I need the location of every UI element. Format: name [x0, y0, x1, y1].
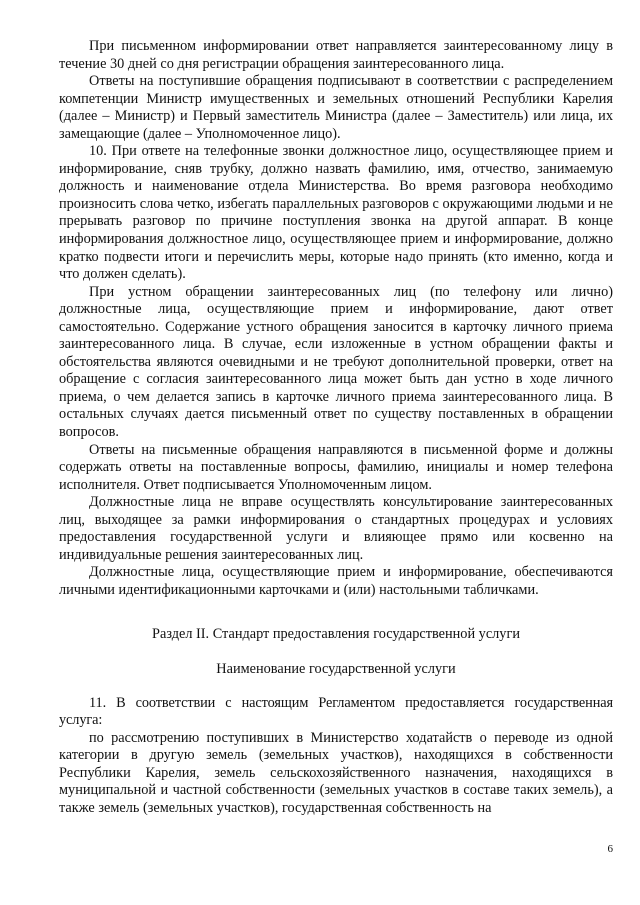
section-heading: Раздел II. Стандарт предоставления государственной услуги [152, 625, 520, 642]
paragraph-service-provided: 11. В соответствии с настоящим Регламентом предоставляется государственная услуга: [59, 694, 613, 729]
document-body [59, 38, 613, 817]
paragraph-id-cards: Должностные лица, осуществляющие прием и информирование, обеспечиваются личными идентификационными карточками и (или) настольными табличками. [59, 564, 613, 598]
paragraph-oral-requests: При устном обращении заинтересованных лиц (по телефону или лично) должностные лица, осуществляющие прием и информирование, дают ответ самостоятельно. Содержание устного обращения заносится в карточку личного приема заинтересованного лица. В случае, если изложенные в устном обращении факты и обстоятельства являются очевидными и не требуют дополнительной проверки, ответ на обращение с согласия заинтересованного лица может быть дан устно в ходе личного приема, о чем делается запись в карточке личного приема заинтересованного лица. В остальных случаях дается письменный ответ по существу поставленных в обращении вопросов. [59, 283, 613, 441]
paragraph-written-reply: При письменном информировании ответ направляется заинтересованному лицу в течение 30 дней со дня регистрации обращения заинтересованного лица. [59, 38, 613, 72]
subheading: Наименование государственной услуги [216, 661, 456, 678]
paragraph-service-scope: по рассмотрению поступивших в Министерство ходатайств о переводе из одной категории в другую земель (земельных участков), находящихся в собственности Республики Карелия, земель сельскохозяйственного назначения, находящихся в муниципальной и частной собственности (земельных участков в составе таких земель), а также земель (земельных участков), государственная собственность на [59, 729, 613, 816]
paragraph-phone-calls: 10. При ответе на телефонные звонки должностное лицо, осуществляющее прием и информирование, сняв трубку, должно назвать фамилию, имя, отчество, занимаемую должность и наименование отдела Министерства. Во время разговора необходимо произносить слова четко, избегать параллельных разговоров с окружающими людьми и не прерывать разговор по причине поступления звонка на другой аппарат. В конце информирования должностное лицо, осуществляющее прием и информирование, должно кратко подвести итоги и перечислить меры, которые надо принять (кто именно, когда и что должен сделать). [59, 143, 613, 283]
paragraph-consulting-limits: Должностные лица не вправе осуществлять консультирование заинтересованных лиц, выходящее за рамки информирования о стандартных процедурах и условиях предоставления государственной услуги и влияющее прямо или косвенно на индивидуальные решения заинтересованных лиц. [59, 494, 613, 563]
paragraph-written-answers: Ответы на письменные обращения направляются в письменной форме и должны содержать ответы на поставленные вопросы, фамилию, инициалы и номер телефона исполнителя. Ответ подписывается Уполномоченным лицом. [59, 441, 613, 493]
paragraph-signing-authority: Ответы на поступившие обращения подписывают в соответствии с распределением компетенции Министр имущественных и земельных отношений Республики Карелия (далее – Министр) и Первый заместитель Министра (далее – Заместитель) или лица, их замещающие (далее – Уполномоченное лицо). [59, 73, 613, 142]
page-number: 6 [607, 843, 613, 855]
